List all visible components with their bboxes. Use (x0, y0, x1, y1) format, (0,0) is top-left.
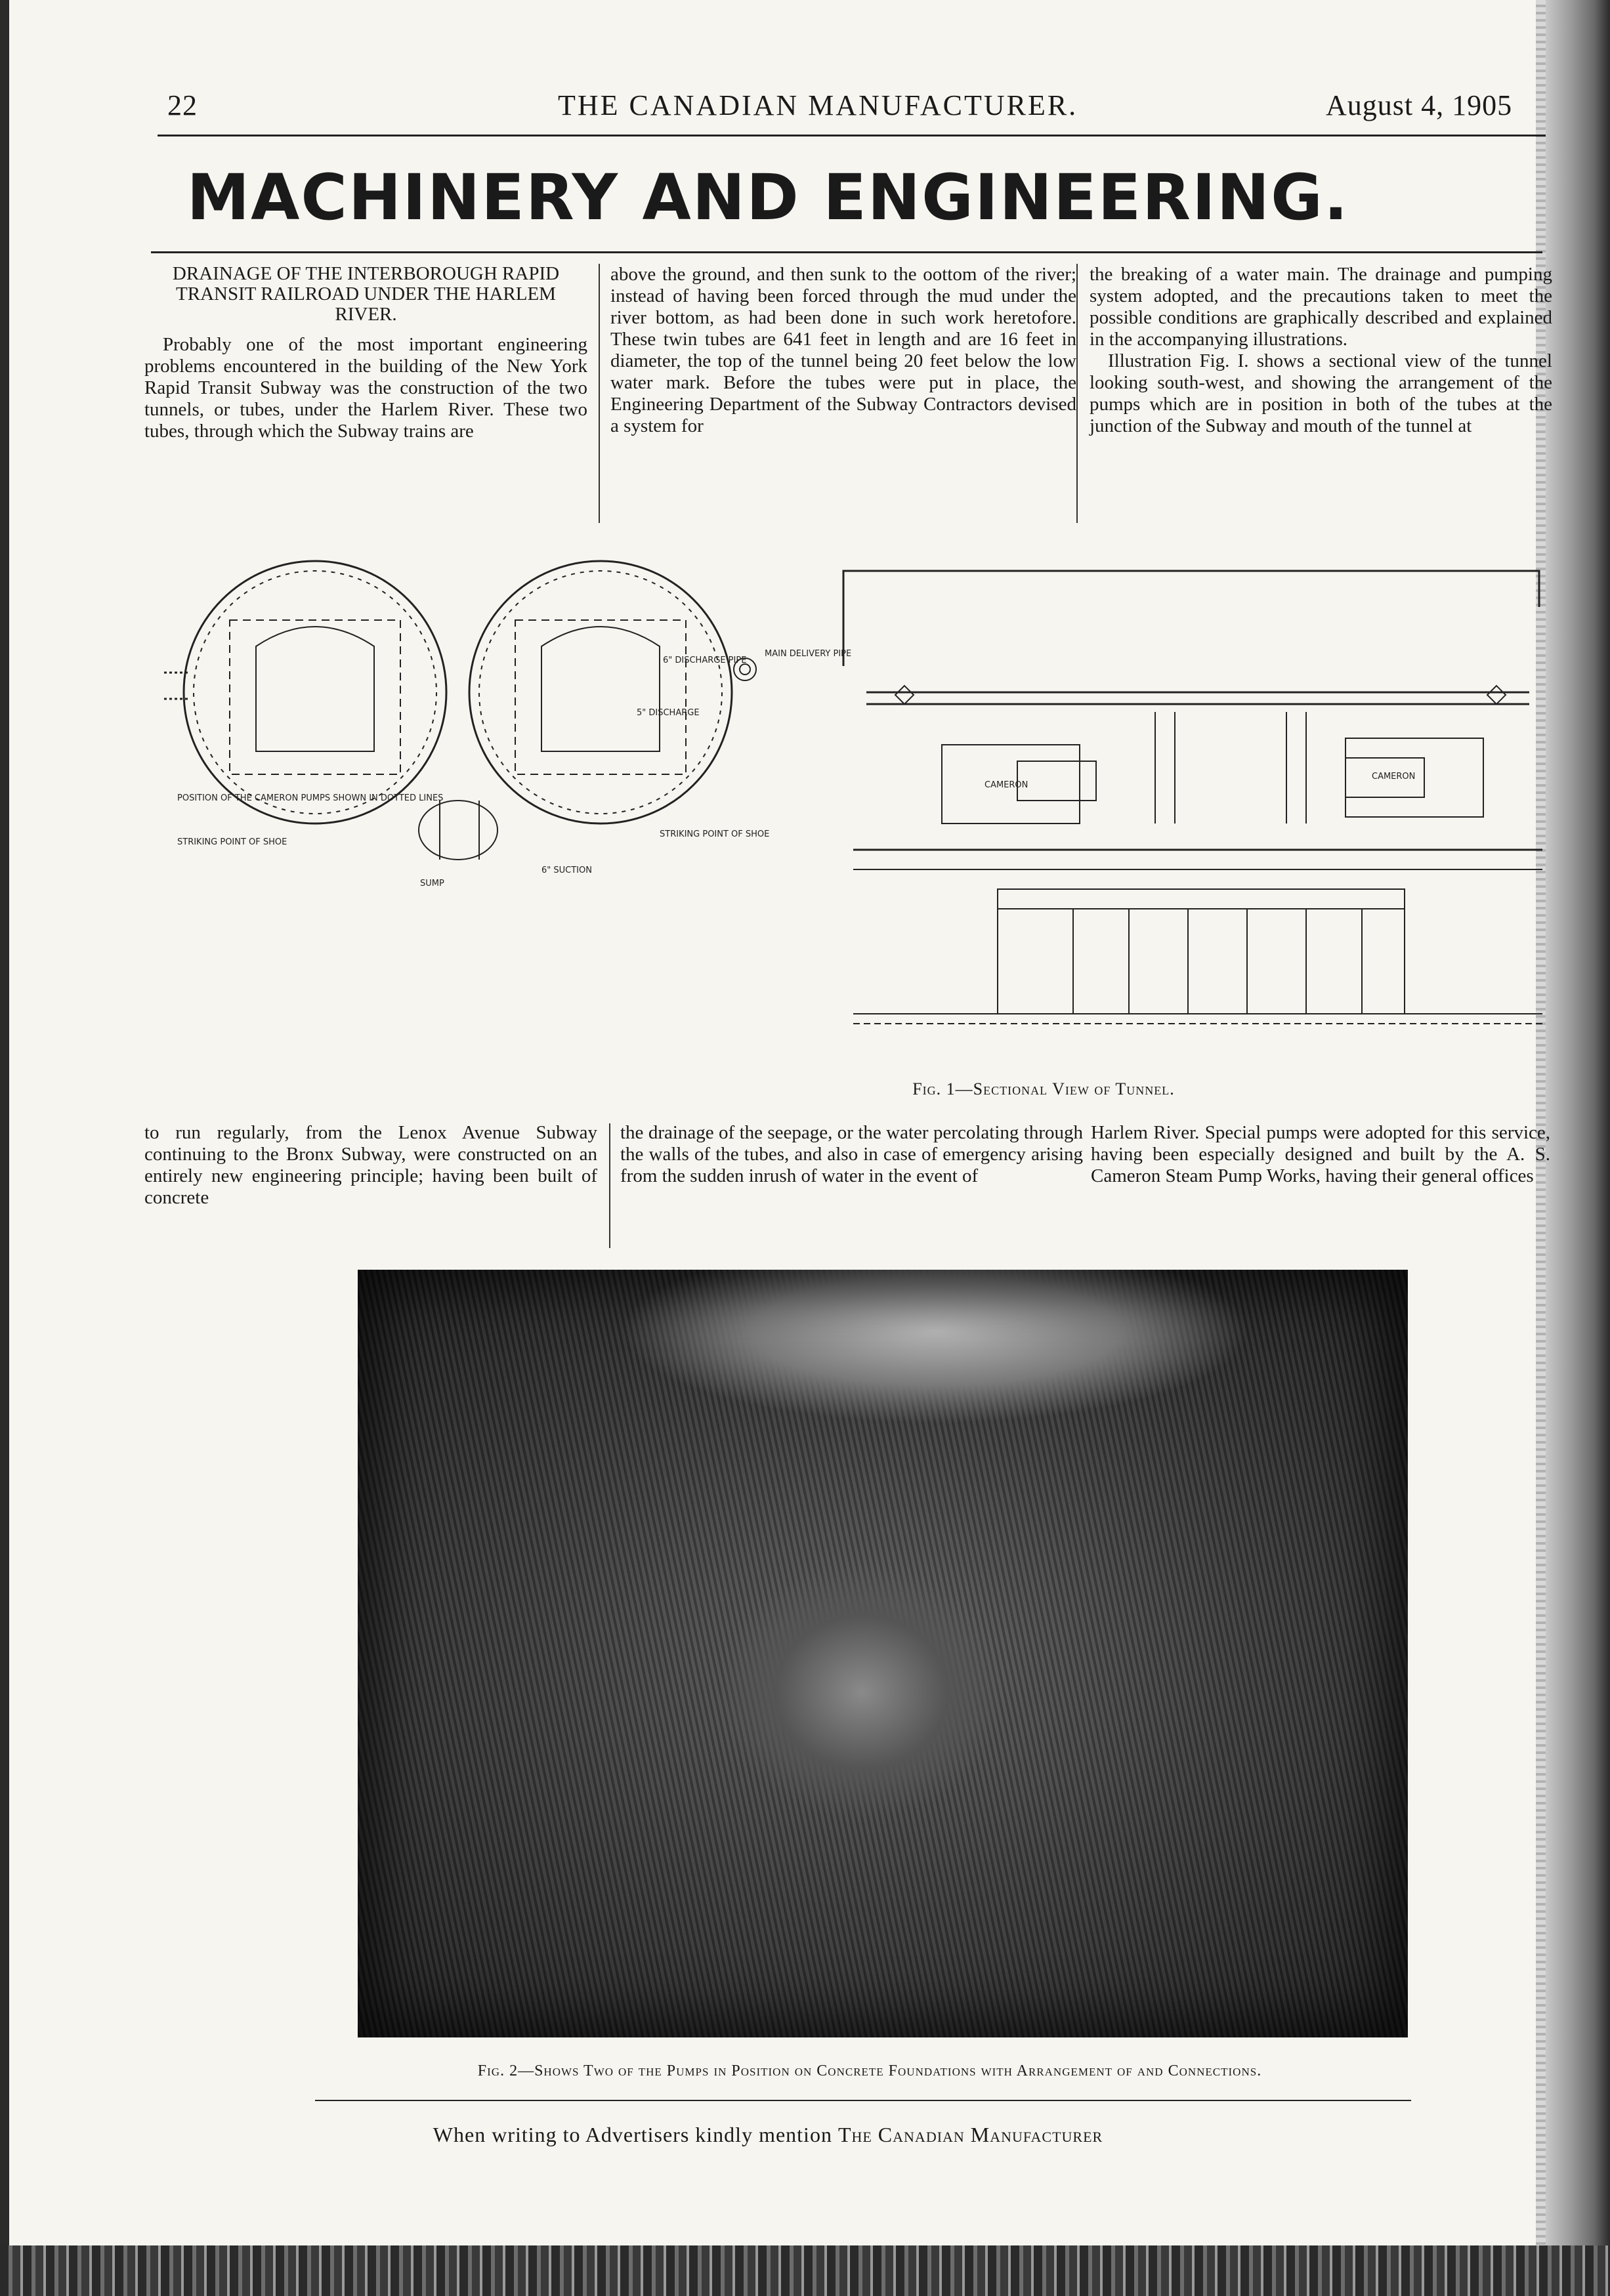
page-number: 22 (167, 89, 198, 121)
label-cameron-right: CAMERON (1372, 772, 1416, 782)
figure1-drawing (151, 541, 1549, 1079)
article-col2 (610, 264, 1076, 437)
footer-rule (315, 2100, 1411, 2101)
banner-rule (151, 251, 1542, 253)
label-discharge-pipe: 6" DISCHARGE PIPE (663, 656, 747, 665)
label-sump: SUMP (420, 879, 444, 888)
footer-lead: When writing to Advertisers kindly mention (433, 2123, 838, 2146)
figure2-photograph (358, 1270, 1408, 2037)
label-main-delivery: MAIN DELIVERY PIPE (765, 649, 852, 659)
article-col1 (144, 264, 587, 442)
lower-col1-text: to run regularly, from the Lenox Avenue Subway continuing to the Bronx Subway, were constructed on an entirely new engineering principle; having been built of concrete (144, 1122, 597, 1208)
scan-edge-right (1546, 0, 1610, 2296)
lower-col2-text: the drainage of the seepage, or the water percolating through the walls of the tubes, and also in case of emergency arising from the sudden inrush of water in the event of (620, 1122, 1083, 1186)
header-rule (158, 135, 1546, 136)
lower-col2 (620, 1122, 1083, 1187)
article-heading: DRAINAGE OF THE INTERBOROUGH RAPID TRANSIT RAILROAD UNDER THE HARLEM RIVER. (172, 263, 560, 325)
label-cameron-left: CAMERON (985, 780, 1028, 790)
pump-elevation (843, 571, 1542, 1024)
article-col1-text: Probably one of the most important engineering problems encountered in the building of the New York Rapid Transit Subway was the construction of the two tunnels, or tubes, under the Harlem River. These two tubes, through which the Subway trains are (144, 334, 587, 442)
label-position-note: POSITION OF THE CAMERON PUMPS SHOWN IN DOTTED LINES (177, 793, 444, 803)
article-col3 (1090, 264, 1552, 437)
lower-col3-text: Harlem River. Special pumps were adopted for this service, having been especially designed and built by the A. S. Cameron Steam Pump Works, having their general offices (1091, 1122, 1550, 1186)
column-divider (1076, 264, 1078, 523)
article-col2-text: above the ground, and then sunk to the oottom of the river; instead of having been forced through the mud under the river bottom, as had been done in such work heretofore. These twin tubes are 641 feet in length and are 16 feet in diameter, the top of the tunnel being 20 feet below the low water mark. Before the tubes were put in place, the Engineering Department of the Subway Contractors devised a system for (610, 264, 1076, 436)
figure1-caption: Fig. 1—Sectional View of Tunnel. (912, 1079, 1175, 1098)
publication-title: THE CANADIAN MANUFACTURER. (558, 89, 1078, 121)
lower-col3 (1091, 1122, 1550, 1187)
issue-date: August 4, 1905 (1326, 89, 1513, 121)
scan-edge-left (0, 0, 9, 2296)
article-col3-p1: the breaking of a water main. The drainage and pumping system adopted, and the precautions taken to meet the possible conditions are graphically described and explained in the accompanying illustrations. (1090, 264, 1552, 350)
label-suction: 6" SUCTION (541, 866, 592, 875)
column-divider (599, 264, 600, 523)
column-divider (609, 1123, 610, 1248)
article-col3-p2: Illustration Fig. I. shows a sectional view of the tunnel looking south-west, and showing the arrangement of the pumps which are in position in both of the tubes at the junction of the Subway and mouth of the tunnel at (1090, 350, 1552, 436)
advertiser-footer (0, 2123, 1536, 2147)
label-striking-point: STRIKING POINT OF SHOE (177, 837, 287, 847)
label-striking-point-right: STRIKING POINT OF SHOE (660, 829, 770, 839)
footer-publication: The Canadian Manufacturer (837, 2123, 1103, 2146)
label-discharge-5: 5" DISCHARGE (637, 708, 700, 718)
scan-edge-bottom (0, 2245, 1610, 2296)
section-banner: MACHINERY AND ENGINEERING. (186, 161, 1349, 234)
lower-col1 (144, 1122, 597, 1209)
figure2-caption: Fig. 2—Shows Two of the Pumps in Position on Concrete Foundations with Arrangement of and Connections. (477, 2062, 1262, 2079)
